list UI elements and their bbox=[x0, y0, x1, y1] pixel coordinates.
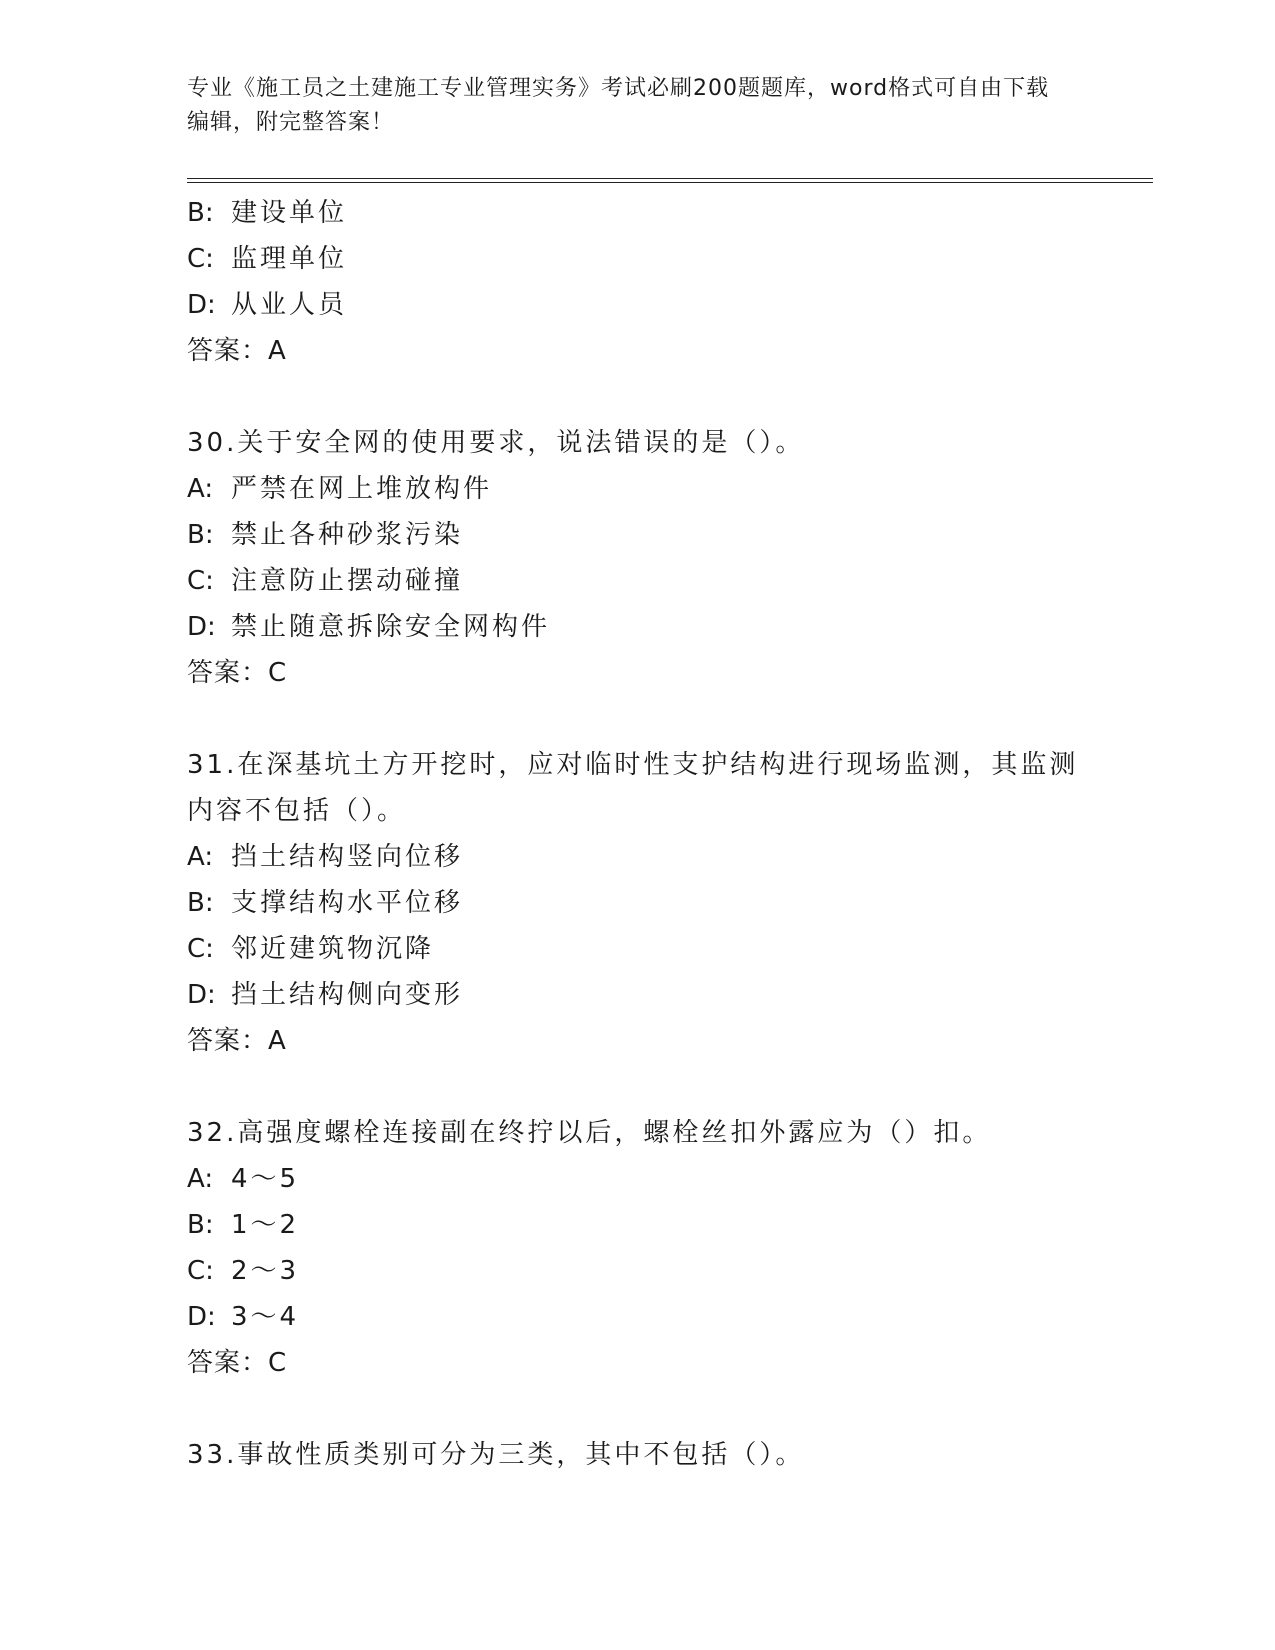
option-row bbox=[187, 972, 1087, 1018]
option-row bbox=[187, 1294, 1087, 1340]
option-letter: A: bbox=[187, 474, 214, 504]
question-block-33 bbox=[187, 1432, 1087, 1478]
option-text: 4～5 bbox=[231, 1164, 300, 1194]
option-letter: A: bbox=[187, 1164, 214, 1194]
option-text: 3～4 bbox=[231, 1302, 300, 1332]
question-list bbox=[187, 190, 1087, 1478]
page-header: 专业《施工员之土建施工专业管理实务》考试必刷200题题库，word格式可自由下载编辑，附完整答案！ bbox=[187, 76, 1050, 135]
option-letter: C: bbox=[187, 244, 214, 274]
option-row bbox=[187, 236, 1087, 282]
option-row bbox=[187, 512, 1087, 558]
option-text: 邻近建筑物沉降 bbox=[231, 934, 435, 964]
option-row bbox=[187, 880, 1087, 926]
option-letter: B: bbox=[187, 1210, 214, 1240]
option-text: 挡土结构竖向位移 bbox=[231, 842, 464, 872]
option-text: 注意防止摆动碰撞 bbox=[231, 566, 464, 596]
option-letter: D: bbox=[187, 612, 216, 642]
option-row bbox=[187, 834, 1087, 880]
option-text: 禁止随意拆除安全网构件 bbox=[231, 612, 551, 642]
option-letter: D: bbox=[187, 980, 216, 1010]
answer-line: 答案：C bbox=[187, 658, 288, 688]
question-block-continued bbox=[187, 190, 1087, 374]
question-block-32 bbox=[187, 1110, 1087, 1386]
option-text: 1～2 bbox=[231, 1210, 300, 1240]
question-text: 32.高强度螺栓连接副在终拧以后，螺栓丝扣外露应为（）扣。 bbox=[187, 1118, 992, 1148]
option-row bbox=[187, 190, 1087, 236]
option-letter: A: bbox=[187, 842, 214, 872]
answer-line: 答案：C bbox=[187, 1348, 288, 1378]
option-row bbox=[187, 1248, 1087, 1294]
option-letter: D: bbox=[187, 290, 216, 320]
option-text: 挡土结构侧向变形 bbox=[231, 980, 464, 1010]
option-text: 建设单位 bbox=[231, 198, 348, 228]
option-letter: C: bbox=[187, 1256, 214, 1286]
question-text: 33.事故性质类别可分为三类，其中不包括（）。 bbox=[187, 1440, 805, 1470]
option-letter: C: bbox=[187, 566, 214, 596]
option-text: 监理单位 bbox=[231, 244, 348, 274]
option-row bbox=[187, 282, 1087, 328]
option-row bbox=[187, 1202, 1087, 1248]
option-text: 严禁在网上堆放构件 bbox=[231, 474, 493, 504]
option-text: 从业人员 bbox=[231, 290, 348, 320]
question-block-30 bbox=[187, 420, 1087, 696]
option-row bbox=[187, 466, 1087, 512]
answer-line: 答案：A bbox=[187, 1026, 287, 1056]
option-letter: B: bbox=[187, 198, 214, 228]
option-row bbox=[187, 926, 1087, 972]
question-text: 31.在深基坑土方开挖时，应对临时性支护结构进行现场监测，其监测内容不包括（）。 bbox=[187, 750, 1079, 826]
question-block-31 bbox=[187, 742, 1087, 1064]
option-text: 2～3 bbox=[231, 1256, 300, 1286]
option-text: 支撑结构水平位移 bbox=[231, 888, 464, 918]
option-letter: D: bbox=[187, 1302, 216, 1332]
option-row bbox=[187, 1156, 1087, 1202]
option-row bbox=[187, 558, 1087, 604]
option-row bbox=[187, 604, 1087, 650]
header-divider bbox=[187, 178, 1153, 183]
option-text: 禁止各种砂浆污染 bbox=[231, 520, 464, 550]
option-letter: C: bbox=[187, 934, 214, 964]
option-letter: B: bbox=[187, 520, 214, 550]
answer-line: 答案：A bbox=[187, 336, 287, 366]
question-text: 30.关于安全网的使用要求，说法错误的是（）。 bbox=[187, 428, 805, 458]
option-letter: B: bbox=[187, 888, 214, 918]
